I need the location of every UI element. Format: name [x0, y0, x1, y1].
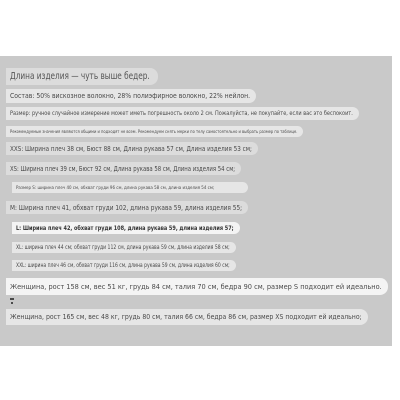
- size-s-text: Размер S: ширина плеч 40 см, обхват груди 96 см, длина рукава 58 см, длина изделия 54 см;: [16, 185, 215, 190]
- recommendation-note-line: [6, 126, 303, 137]
- model-165-line: [6, 309, 368, 325]
- size-s-line: [12, 182, 248, 193]
- dash-mark-small: [11, 302, 13, 304]
- size-info-sheet: [0, 56, 392, 346]
- composition-text: Состав: 50% вискозное волокно, 28% полиэфирное волокно, 22% нейлон.: [10, 92, 251, 100]
- measurement-note-line: [6, 107, 359, 120]
- dash-mark: [10, 298, 14, 300]
- measurement-note-text: Размер: ручное случайное измерение может иметь погрешность около 2 см. Пожалуйста, не покупайте, если вас это беспокоит.: [10, 110, 353, 117]
- size-xs-line: [6, 162, 241, 175]
- size-xs-text: XS: Ширина плеч 39 см, Бюст 92 см, Длина рукава 58 см, Длина изделия 54 см;: [10, 164, 236, 173]
- size-xxs-line: [6, 142, 258, 155]
- model-158-text: Женщина, рост 158 см, вес 51 кг, грудь 84 см, талия 70 см, бедра 90 см, размер S подходит ей идеально.: [10, 282, 382, 291]
- model-165-text: Женщина, рост 165 см, вес 48 кг, грудь 80 см, талия 66 см, бедра 86 см, размер XS подходит ей идеально;: [10, 313, 362, 321]
- recommendation-note-text: Рекомендуемые значения являются общими и подходят не всем. Рекомендуем снять мерки по телу самостоятельно и выбрать размер по таблице.: [10, 129, 298, 134]
- model-158-line: [6, 278, 388, 295]
- size-m-line: [6, 201, 248, 214]
- size-xxl-text: XXL: ширина плеч 46 см, обхват груди 116 см, длина рукава 59 см, длина изделия 60 см;: [16, 262, 230, 269]
- size-xl-text: XL: ширина плеч 44 см; обхват груди 112 см, длина рукава 59 см, длина изделия 58 см;: [16, 244, 230, 251]
- length-line: [6, 68, 158, 85]
- size-xl-line: [12, 242, 236, 253]
- composition-line: [6, 89, 256, 103]
- size-xxs-text: XXS: Ширина плеч 38 см, Бюст 88 см, Длина рукава 57 см, Длина изделия 53 см;: [10, 144, 252, 153]
- size-xxl-line: [12, 260, 236, 271]
- size-m-text: M: Ширина плеч 41, обхват груди 102, длина рукава 59, длина изделия 55;: [10, 203, 243, 212]
- size-l-text: L: Ширина плеч 42, обхват груди 108, длина рукава 59, длина изделия 57;: [16, 224, 234, 232]
- length-text: Длина изделия — чуть выше бедер.: [10, 71, 150, 82]
- size-l-line: [12, 222, 240, 234]
